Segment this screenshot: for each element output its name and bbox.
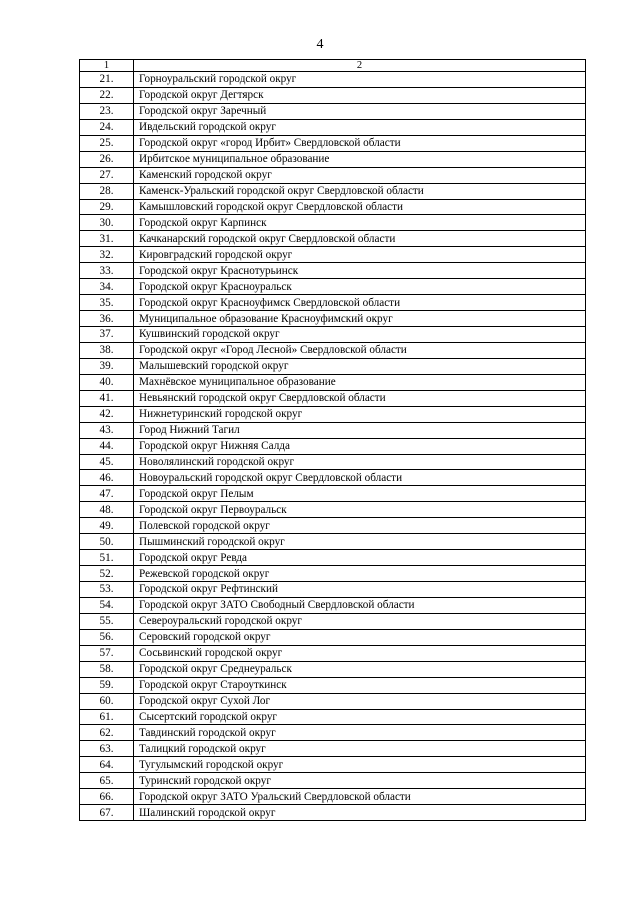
table-row (80, 311, 586, 327)
table-row (80, 87, 586, 103)
table-row (80, 327, 586, 343)
municipality-name-cell: Городской округ Красноуфимск Свердловской области (134, 295, 586, 311)
municipality-name-cell: Малышевский городской округ (134, 358, 586, 374)
row-number-cell: 31. (80, 231, 134, 247)
municipality-name-cell: Невьянский городской округ Свердловской области (134, 390, 586, 406)
table-row (80, 709, 586, 725)
row-number-cell: 59. (80, 677, 134, 693)
row-number-cell: 46. (80, 470, 134, 486)
municipality-name-cell: Качканарский городской округ Свердловской области (134, 231, 586, 247)
row-number-cell: 42. (80, 406, 134, 422)
row-number-cell: 47. (80, 486, 134, 502)
municipality-name-cell: Городской округ Рефтинский (134, 582, 586, 598)
municipality-name-cell: Пышминский городской округ (134, 534, 586, 550)
table-row (80, 725, 586, 741)
row-number-cell: 33. (80, 263, 134, 279)
table-row (80, 502, 586, 518)
row-number-cell: 29. (80, 199, 134, 215)
row-number-cell: 65. (80, 773, 134, 789)
row-number-cell: 30. (80, 215, 134, 231)
table-row (80, 486, 586, 502)
table-row (80, 406, 586, 422)
row-number-cell: 54. (80, 597, 134, 613)
table-row (80, 72, 586, 88)
row-number-cell: 57. (80, 645, 134, 661)
row-number-cell: 62. (80, 725, 134, 741)
table-row (80, 231, 586, 247)
table-row (80, 597, 586, 613)
row-number-cell: 34. (80, 279, 134, 295)
municipality-name-cell: Городской округ ЗАТО Свободный Свердловской области (134, 597, 586, 613)
row-number-cell: 63. (80, 741, 134, 757)
row-number-cell: 35. (80, 295, 134, 311)
table-row (80, 534, 586, 550)
table-row (80, 263, 586, 279)
municipality-name-cell: Городской округ Заречный (134, 103, 586, 119)
row-number-cell: 44. (80, 438, 134, 454)
table-row (80, 422, 586, 438)
table-row (80, 805, 586, 821)
municipality-name-cell: Ивдельский городской округ (134, 119, 586, 135)
column-header-name: 2 (134, 60, 586, 72)
table-row (80, 342, 586, 358)
column-header-number: 1 (80, 60, 134, 72)
municipality-name-cell: Шалинский городской округ (134, 805, 586, 821)
row-number-cell: 24. (80, 119, 134, 135)
table-row (80, 629, 586, 645)
row-number-cell: 58. (80, 661, 134, 677)
municipalities-table (79, 59, 586, 821)
row-number-cell: 53. (80, 582, 134, 598)
row-number-cell: 39. (80, 358, 134, 374)
row-number-cell: 64. (80, 757, 134, 773)
row-number-cell: 56. (80, 629, 134, 645)
table-row (80, 613, 586, 629)
municipality-name-cell: Туринский городской округ (134, 773, 586, 789)
row-number-cell: 60. (80, 693, 134, 709)
table-row (80, 358, 586, 374)
municipality-name-cell: Сысертский городской округ (134, 709, 586, 725)
row-number-cell: 21. (80, 72, 134, 88)
table-header-row (80, 60, 586, 72)
municipality-name-cell: Городской округ Карпинск (134, 215, 586, 231)
table-row (80, 199, 586, 215)
row-number-cell: 23. (80, 103, 134, 119)
municipality-name-cell: Новолялинский городской округ (134, 454, 586, 470)
municipality-name-cell: Городской округ Дегтярск (134, 87, 586, 103)
row-number-cell: 50. (80, 534, 134, 550)
municipality-name-cell: Сосьвинский городской округ (134, 645, 586, 661)
municipality-name-cell: Городской округ Первоуральск (134, 502, 586, 518)
row-number-cell: 32. (80, 247, 134, 263)
row-number-cell: 66. (80, 789, 134, 805)
municipality-name-cell: Городской округ «город Ирбит» Свердловской области (134, 135, 586, 151)
row-number-cell: 49. (80, 518, 134, 534)
municipality-name-cell: Городской округ «Город Лесной» Свердловской области (134, 342, 586, 358)
municipality-name-cell: Городской округ Ревда (134, 550, 586, 566)
table-row (80, 645, 586, 661)
row-number-cell: 26. (80, 151, 134, 167)
municipality-name-cell: Серовский городской округ (134, 629, 586, 645)
municipality-name-cell: Тавдинский городской округ (134, 725, 586, 741)
municipality-name-cell: Городской округ Сухой Лог (134, 693, 586, 709)
table-body (80, 60, 586, 821)
table-row (80, 773, 586, 789)
municipality-name-cell: Городской округ ЗАТО Уральский Свердловской области (134, 789, 586, 805)
municipality-name-cell: Кушвинский городской округ (134, 327, 586, 343)
table-row (80, 677, 586, 693)
table-row (80, 295, 586, 311)
table-row (80, 454, 586, 470)
table-row (80, 550, 586, 566)
row-number-cell: 45. (80, 454, 134, 470)
row-number-cell: 41. (80, 390, 134, 406)
municipality-name-cell: Талицкий городской округ (134, 741, 586, 757)
table-row (80, 518, 586, 534)
table-row (80, 566, 586, 582)
table-row (80, 135, 586, 151)
table-row (80, 215, 586, 231)
municipality-name-cell: Городской округ Пелым (134, 486, 586, 502)
table-row (80, 247, 586, 263)
row-number-cell: 61. (80, 709, 134, 725)
table-row (80, 438, 586, 454)
table-row (80, 582, 586, 598)
table-row (80, 741, 586, 757)
table-row (80, 183, 586, 199)
table-row (80, 757, 586, 773)
table-row (80, 151, 586, 167)
table-row (80, 470, 586, 486)
municipality-name-cell: Городской округ Краснотурьинск (134, 263, 586, 279)
table-row (80, 661, 586, 677)
row-number-cell: 38. (80, 342, 134, 358)
table-row (80, 119, 586, 135)
row-number-cell: 40. (80, 374, 134, 390)
table-row (80, 167, 586, 183)
row-number-cell: 43. (80, 422, 134, 438)
municipality-name-cell: Ирбитское муниципальное образование (134, 151, 586, 167)
municipality-name-cell: Каменск-Уральский городской округ Свердловской области (134, 183, 586, 199)
row-number-cell: 28. (80, 183, 134, 199)
row-number-cell: 27. (80, 167, 134, 183)
municipality-name-cell: Город Нижний Тагил (134, 422, 586, 438)
table-row (80, 789, 586, 805)
municipality-name-cell: Тугулымский городской округ (134, 757, 586, 773)
municipality-name-cell: Городской округ Нижняя Салда (134, 438, 586, 454)
municipality-name-cell: Горноуральский городской округ (134, 72, 586, 88)
municipality-name-cell: Режевской городской округ (134, 566, 586, 582)
municipality-name-cell: Каменский городской округ (134, 167, 586, 183)
row-number-cell: 51. (80, 550, 134, 566)
municipality-name-cell: Полевской городской округ (134, 518, 586, 534)
table-row (80, 103, 586, 119)
row-number-cell: 67. (80, 805, 134, 821)
table-row (80, 279, 586, 295)
row-number-cell: 37. (80, 327, 134, 343)
municipality-name-cell: Кировградский городской округ (134, 247, 586, 263)
row-number-cell: 48. (80, 502, 134, 518)
municipality-name-cell: Махнёвское муниципальное образование (134, 374, 586, 390)
municipality-name-cell: Новоуральский городской округ Свердловской области (134, 470, 586, 486)
municipality-name-cell: Нижнетуринский городской округ (134, 406, 586, 422)
municipality-name-cell: Городской округ Староуткинск (134, 677, 586, 693)
row-number-cell: 55. (80, 613, 134, 629)
municipality-name-cell: Городской округ Красноуральск (134, 279, 586, 295)
row-number-cell: 25. (80, 135, 134, 151)
table-row (80, 374, 586, 390)
table-row (80, 390, 586, 406)
municipality-name-cell: Муниципальное образование Красноуфимский округ (134, 311, 586, 327)
municipality-name-cell: Камышловский городской округ Свердловской области (134, 199, 586, 215)
row-number-cell: 52. (80, 566, 134, 582)
municipality-name-cell: Городской округ Среднеуральск (134, 661, 586, 677)
row-number-cell: 22. (80, 87, 134, 103)
table-row (80, 693, 586, 709)
page-number: 4 (316, 37, 324, 52)
row-number-cell: 36. (80, 311, 134, 327)
municipality-name-cell: Североуральский городской округ (134, 613, 586, 629)
